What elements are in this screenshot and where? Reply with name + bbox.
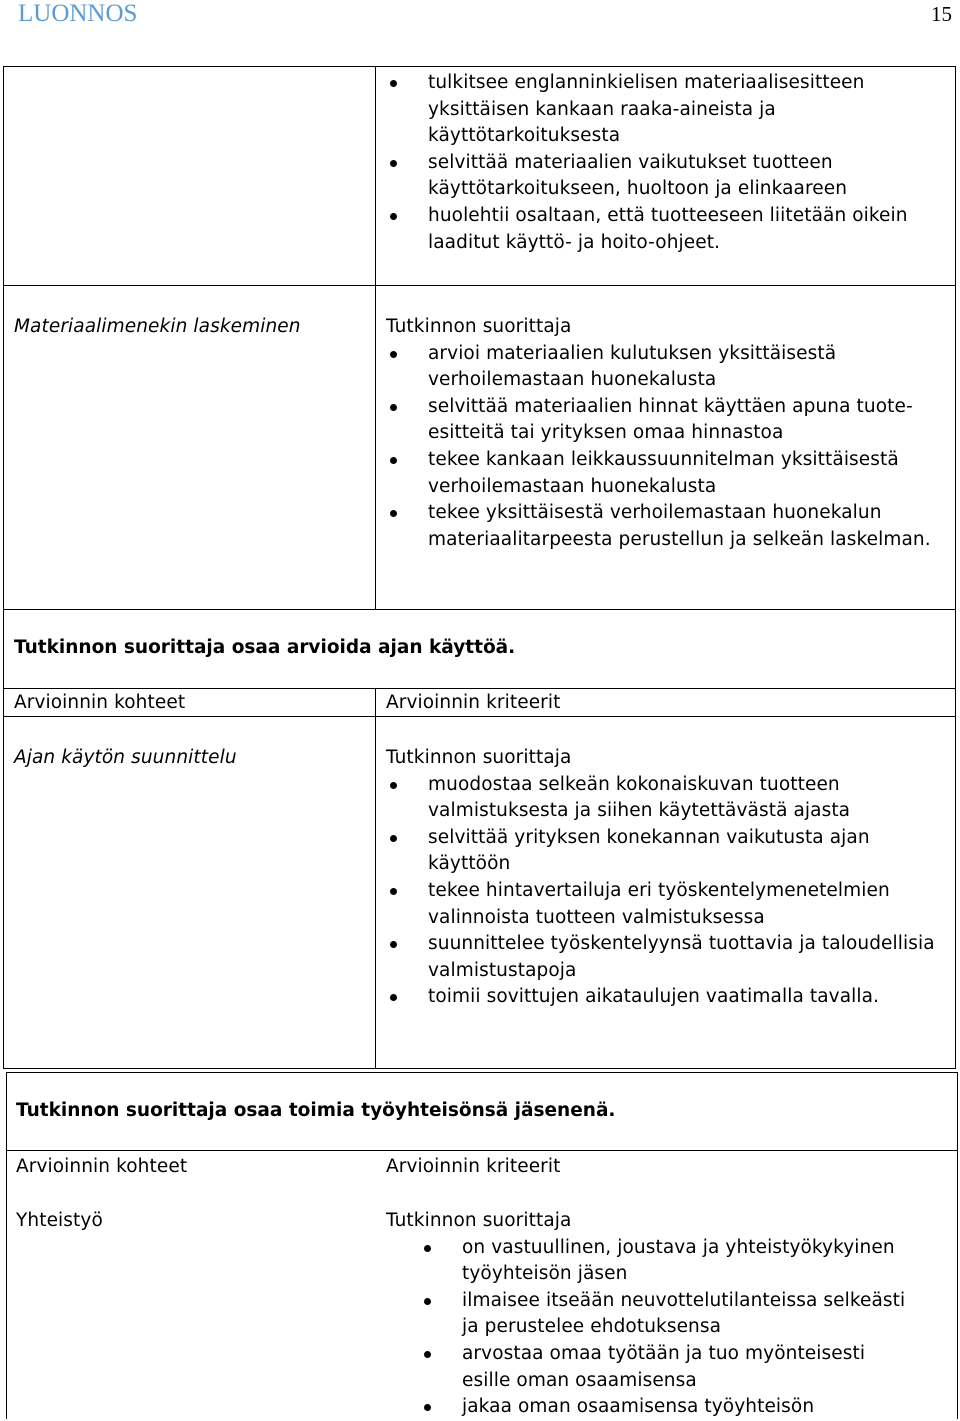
block2-target: Materiaalimenekin laskeminen: [14, 316, 301, 337]
section3-right-border: [957, 1072, 958, 1419]
section3-target: Yhteistyö: [16, 1210, 103, 1231]
list-item: selvittää materiaalien vaikutukset tuotteen käyttötarkoitukseen, huoltoon ja elinkaareen: [382, 150, 942, 203]
block1-criteria: [382, 70, 942, 256]
table1-bottom-border: [3, 609, 956, 610]
section3-lead: Tutkinnon suorittaja: [386, 1210, 572, 1231]
section2-target: Ajan käytön suunnittelu: [14, 747, 237, 768]
block2-criteria: [382, 314, 942, 553]
table1-col-divider: [375, 66, 376, 609]
section2-col-left-header: Arvioinnin kohteet: [14, 692, 186, 713]
block1-list: [382, 70, 942, 256]
section2-heading-divider: [3, 688, 956, 689]
table1-top-border: [3, 66, 956, 67]
section3-col-right-header: Arvioinnin kriteerit: [386, 1156, 561, 1177]
list-item: tekee yksittäisestä verhoilemastaan huonekalun materiaalitarpeesta perustellun ja selkeän laskelman.: [382, 500, 942, 553]
list-item: suunnittelee työskentelyynsä tuottavia ja taloudellisia valmistustapoja: [382, 931, 947, 984]
block2-lead: Tutkinnon suorittaja: [386, 316, 572, 337]
list-item: on vastuullinen, joustava ja yhteistyökykyinen työyhteisön jäsen: [382, 1235, 907, 1288]
section3-list: [382, 1235, 907, 1421]
list-item: tekee hintavertailuja eri työskentelymenetelmien valinnoista tuotteen valmistuksessa: [382, 878, 947, 931]
list-item: tekee kankaan leikkaussuunnitelman yksittäisestä verhoilemastaan huonekalusta: [382, 447, 942, 500]
list-item: arvioi materiaalien kulutuksen yksittäisestä verhoilemastaan huonekalusta: [382, 341, 942, 394]
table1-row-divider: [3, 285, 956, 286]
list-item: muodostaa selkeän kokonaiskuvan tuotteen valmistuksesta ja siihen käytettävästä ajasta: [382, 772, 947, 825]
list-item: huolehtii osaltaan, että tuotteeseen liitetään oikein laaditut käyttö- ja hoito-ohjeet.: [382, 203, 942, 256]
section2-criteria: [382, 745, 947, 1011]
list-item: jakaa oman osaamisensa työyhteisön: [382, 1394, 907, 1421]
draft-label: LUONNOS: [18, 0, 138, 27]
section3-heading: Tutkinnon suorittaja osaa toimia työyhteisönsä jäsenenä.: [16, 1100, 616, 1121]
section3-left-border: [6, 1072, 7, 1419]
list-item: selvittää yrityksen konekannan vaikutusta ajan käyttöön: [382, 825, 947, 878]
section3-col-left-header: Arvioinnin kohteet: [16, 1156, 188, 1177]
section2-col-right-header: Arvioinnin kriteerit: [386, 692, 561, 713]
list-item: ilmaisee itseään neuvottelutilanteissa selkeästi ja perustelee ehdotuksensa: [382, 1288, 907, 1341]
list-item: tulkitsee englanninkielisen materiaalisesitteen yksittäisen kankaan raaka-aineista ja käyttötarkoituksesta: [382, 70, 942, 150]
block2-list: [382, 341, 942, 554]
page-number: 15: [931, 2, 952, 26]
section2-bottom-border: [3, 1068, 956, 1069]
list-item: selvittää materiaalien hinnat käyttäen apuna tuote-esitteitä tai yrityksen omaa hinnastoa: [382, 394, 942, 447]
table1-left-border: [3, 66, 4, 1068]
section3-top-border: [6, 1072, 958, 1073]
list-item: arvostaa omaa työtään ja tuo myönteisesti esille oman osaamisensa: [382, 1341, 907, 1394]
table1-right-border: [955, 66, 956, 1068]
section2-list: [382, 772, 947, 1011]
section3-heading-divider: [6, 1150, 958, 1151]
section3-criteria: [382, 1208, 907, 1421]
list-item: toimii sovittujen aikataulujen vaatimalla tavalla.: [382, 984, 947, 1011]
section2-col-divider: [375, 688, 376, 1068]
section2-heading: Tutkinnon suorittaja osaa arvioida ajan käyttöä.: [14, 637, 516, 658]
section2-lead: Tutkinnon suorittaja: [386, 747, 572, 768]
